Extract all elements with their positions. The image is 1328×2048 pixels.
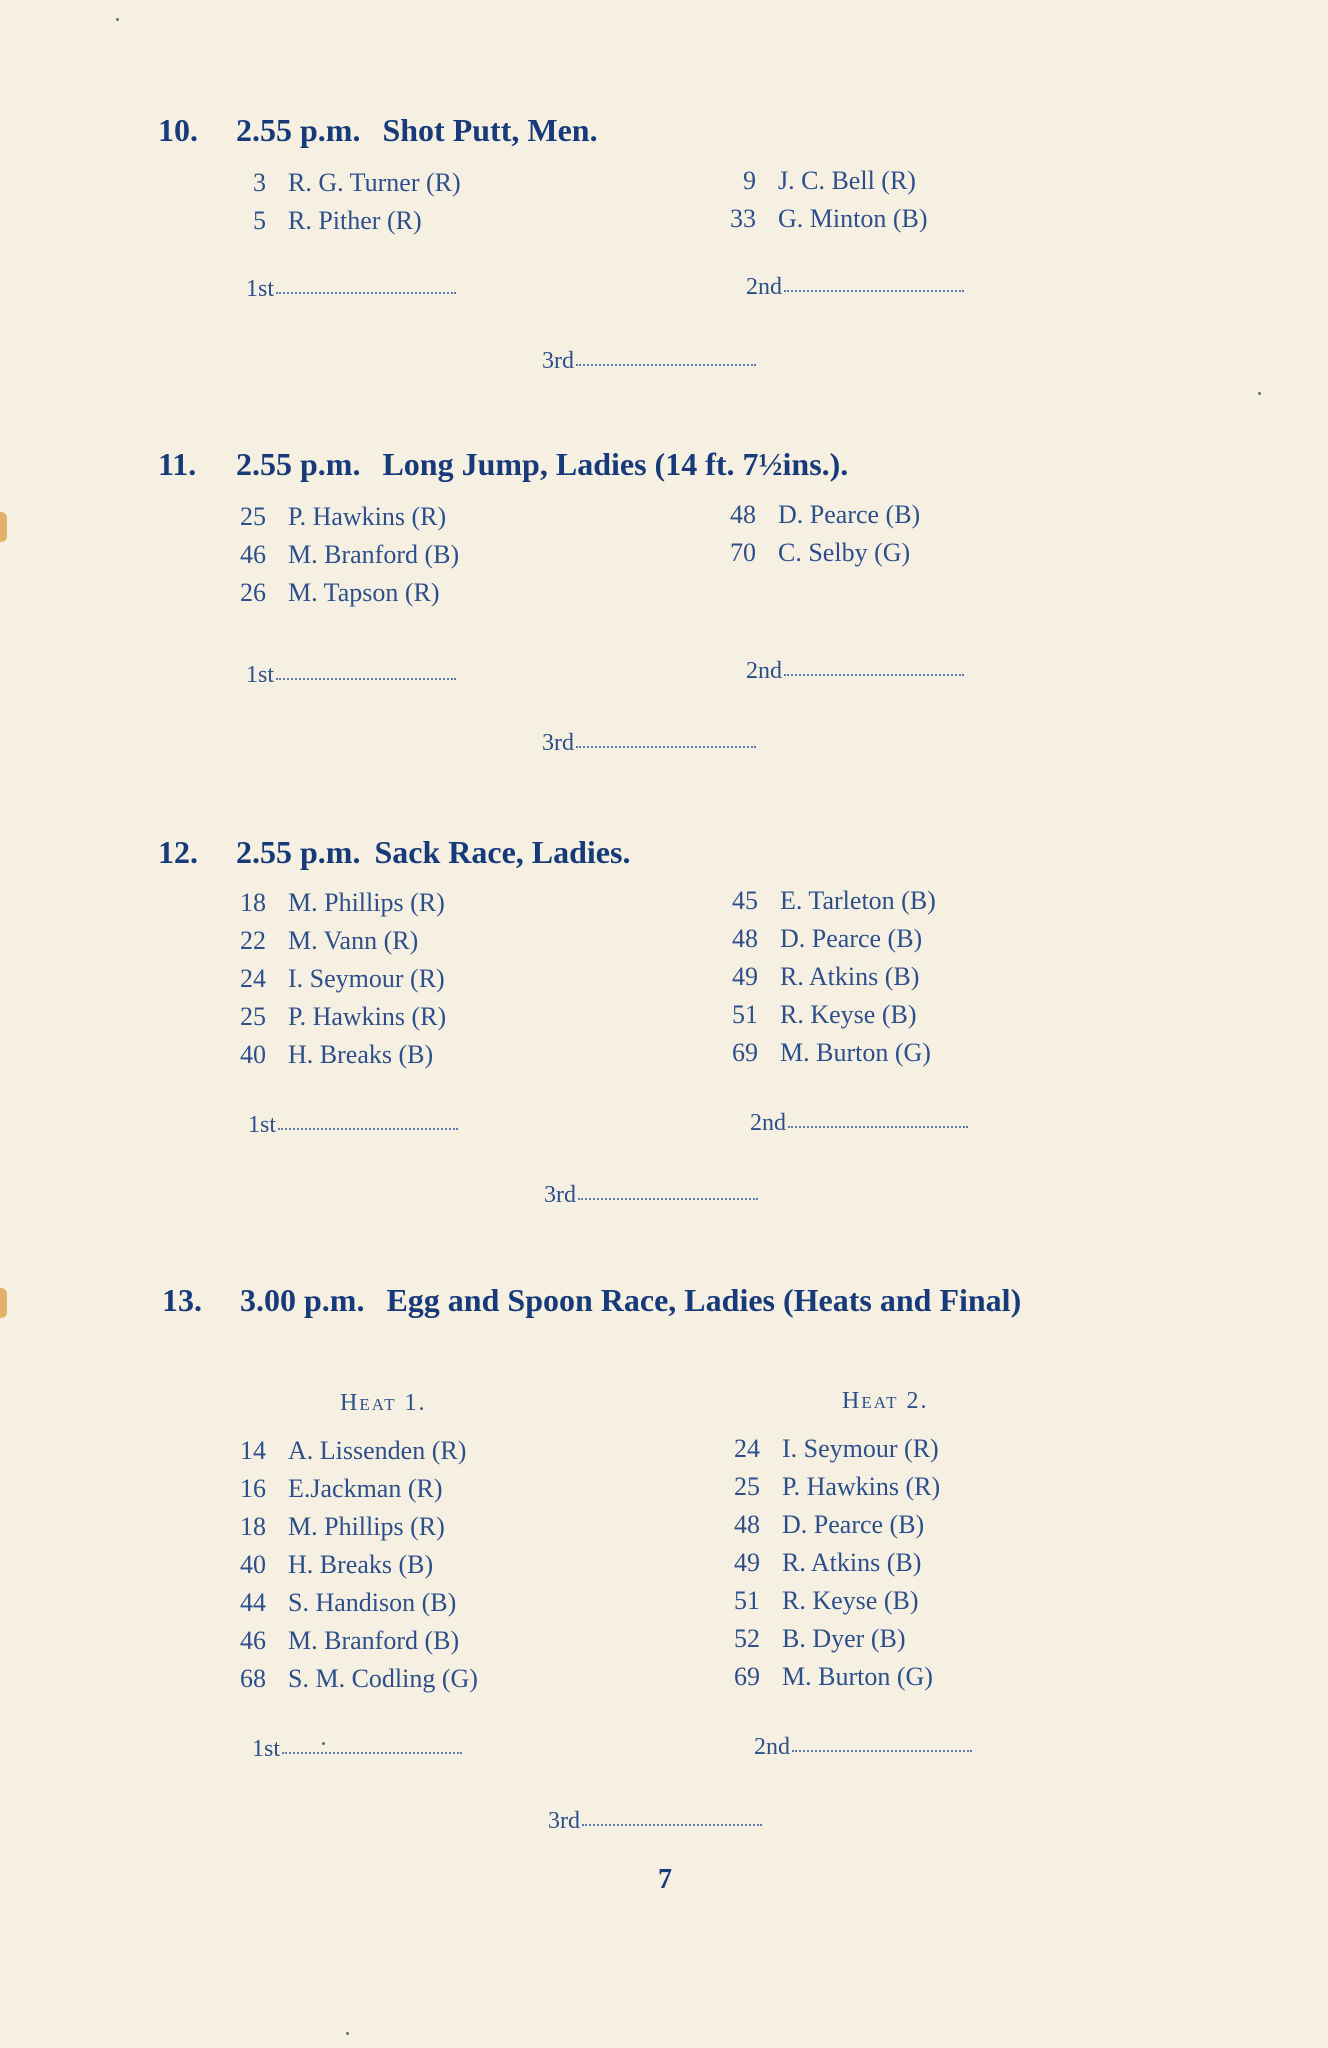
entrant-name: I. Seymour (R) [782, 1434, 939, 1463]
entrant-number: 3 [253, 168, 266, 197]
entrant-name: P. Hawkins (R) [288, 502, 447, 531]
entrant-name: S. Handison (B) [288, 1588, 457, 1617]
event-name: Long Jump, Ladies (14 ft. 7½ins.). [382, 446, 849, 482]
page-edge-mark [0, 1288, 7, 1318]
entrant-number: 14 [240, 1436, 266, 1465]
dotted-line [578, 1197, 758, 1200]
entrant-name: M. Tapson (R) [288, 578, 440, 607]
second-place-line [750, 1110, 968, 1137]
first-place-line [246, 276, 456, 303]
entrant-name: G. Minton (B) [778, 204, 928, 233]
dotted-line [792, 1749, 972, 1752]
entrant-name: P. Hawkins (R) [288, 1002, 447, 1031]
entrant [226, 964, 445, 994]
entrant-number: 46 [240, 540, 266, 569]
entrant-number: 51 [734, 1586, 760, 1615]
dotted-line [582, 1823, 762, 1826]
entrant [226, 578, 440, 608]
entrant-name: H. Breaks (B) [288, 1550, 434, 1579]
dotted-line [276, 291, 456, 294]
entrant-name: M. Phillips (R) [288, 1512, 445, 1541]
entrant-number: 22 [240, 926, 266, 955]
event-heading [158, 112, 598, 149]
place-label: 3rd [542, 730, 574, 756]
second-place-line [746, 274, 964, 301]
first-place-line [252, 1736, 462, 1763]
entrant [226, 1002, 446, 1032]
entrant-number: 68 [240, 1664, 266, 1693]
event-time: 2.55 p.m. [236, 834, 361, 870]
entrant [226, 1040, 433, 1070]
entrant-number: 69 [732, 1038, 758, 1067]
entrant [720, 1548, 921, 1578]
event-heading [162, 1282, 1021, 1319]
entrant-name: R. Pither (R) [288, 206, 422, 235]
entrant [718, 924, 922, 954]
entrant-name: I. Seymour (R) [288, 964, 445, 993]
heat-2-heading: Heat 2. [842, 1388, 929, 1414]
entrant [720, 1510, 924, 1540]
entrant-number: 44 [240, 1588, 266, 1617]
third-place-line [544, 1182, 758, 1209]
dotted-line [788, 1125, 968, 1128]
place-label: 2nd [746, 658, 782, 684]
entrant-number: 46 [240, 1626, 266, 1655]
event-name: Shot Putt, Men. [382, 112, 598, 148]
page-edge-mark [0, 512, 7, 542]
place-label: 3rd [542, 348, 574, 374]
entrant-number: 33 [730, 204, 756, 233]
entrant [226, 926, 418, 956]
place-label: 1st [246, 276, 275, 302]
entrant-name: S. M. Codling (G) [288, 1664, 478, 1693]
third-place-line [542, 730, 756, 757]
paper-speck [116, 18, 119, 21]
entrant-number: 9 [743, 166, 756, 195]
event-number: 11. [158, 446, 197, 482]
entrant [226, 1436, 466, 1466]
entrant [226, 168, 461, 198]
entrant-name: B. Dyer (B) [782, 1624, 906, 1653]
place-label: 1st [248, 1112, 277, 1138]
dotted-line [576, 745, 756, 748]
entrant-number: 40 [240, 1550, 266, 1579]
place-label: 3rd [548, 1808, 580, 1834]
third-place-line [548, 1808, 762, 1835]
event-heading [158, 834, 630, 871]
dotted-line [784, 673, 964, 676]
entrant [226, 888, 445, 918]
dotted-line [282, 1751, 462, 1754]
entrant [716, 500, 920, 530]
paper-speck [346, 2032, 349, 2035]
entrant [226, 206, 422, 236]
event-name: Sack Race, Ladies. [374, 834, 631, 870]
entrant-name: J. C. Bell (R) [778, 166, 916, 195]
entrant-name: R. Keyse (B) [780, 1000, 917, 1029]
place-label: 3rd [544, 1182, 576, 1208]
dotted-line [278, 1127, 458, 1130]
entrant-number: 48 [730, 500, 756, 529]
heat-1-heading: Heat 1. [340, 1390, 427, 1416]
entrant-number: 40 [240, 1040, 266, 1069]
entrant-name: M. Branford (B) [288, 1626, 460, 1655]
entrant-number: 24 [734, 1434, 760, 1463]
entrant-number: 48 [734, 1510, 760, 1539]
entrant [720, 1434, 939, 1464]
entrant [716, 204, 928, 234]
dotted-line [784, 289, 964, 292]
place-label: 1st [252, 1736, 281, 1762]
entrant [718, 886, 936, 916]
entrant [226, 1664, 478, 1694]
entrant [720, 1586, 918, 1616]
entrant [720, 1624, 905, 1654]
entrant-name: M. Burton (G) [780, 1038, 931, 1067]
second-place-line [746, 658, 964, 685]
dotted-line [576, 363, 756, 366]
event-name: Egg and Spoon Race, Ladies (Heats and Final) [386, 1282, 1022, 1318]
entrant-name: R. Keyse (B) [782, 1586, 919, 1615]
entrant-name: M. Branford (B) [288, 540, 460, 569]
entrant-name: M. Vann (R) [288, 926, 419, 955]
first-place-line [246, 662, 456, 689]
entrant [226, 502, 446, 532]
entrant-name: R. Atkins (B) [782, 1548, 922, 1577]
entrant [226, 1550, 433, 1580]
entrant-name: E. Tarleton (B) [780, 886, 936, 915]
second-place-line [754, 1734, 972, 1761]
first-place-line [248, 1112, 458, 1139]
paper-speck [1258, 392, 1261, 395]
entrant-number: 26 [240, 578, 266, 607]
entrant-name: D. Pearce (B) [778, 500, 921, 529]
place-label: 2nd [750, 1110, 786, 1136]
event-number: 13. [162, 1282, 202, 1318]
entrant-number: 49 [732, 962, 758, 991]
event-number: 12. [158, 834, 198, 870]
event-number: 10. [158, 112, 198, 148]
entrant-name: H. Breaks (B) [288, 1040, 434, 1069]
place-label: 1st [246, 662, 275, 688]
place-label: 2nd [754, 1734, 790, 1760]
third-place-line [542, 348, 756, 375]
entrant-name: R. G. Turner (R) [288, 168, 461, 197]
entrant-number: 25 [240, 1002, 266, 1031]
entrant-number: 18 [240, 888, 266, 917]
entrant [718, 1038, 931, 1068]
event-time: 3.00 p.m. [240, 1282, 365, 1318]
entrant [716, 538, 910, 568]
entrant-number: 45 [732, 886, 758, 915]
entrant-number: 48 [732, 924, 758, 953]
entrant [226, 540, 459, 570]
dotted-line [276, 677, 456, 680]
entrant [716, 166, 916, 196]
entrant [226, 1512, 445, 1542]
entrant-number: 69 [734, 1662, 760, 1691]
event-time: 2.55 p.m. [236, 112, 361, 148]
entrant [720, 1662, 933, 1692]
entrant-number: 25 [734, 1472, 760, 1501]
entrant-number: 52 [734, 1624, 760, 1653]
entrant [718, 1000, 916, 1030]
entrant-name: M. Phillips (R) [288, 888, 445, 917]
entrant-name: R. Atkins (B) [780, 962, 920, 991]
entrant-number: 25 [240, 502, 266, 531]
entrant-number: 49 [734, 1548, 760, 1577]
event-heading [158, 446, 848, 483]
entrant-name: M. Burton (G) [782, 1662, 933, 1691]
entrant [226, 1626, 459, 1656]
entrant [718, 962, 919, 992]
entrant-number: 5 [253, 206, 266, 235]
entrant [720, 1472, 940, 1502]
place-label: 2nd [746, 274, 782, 300]
entrant-number: 16 [240, 1474, 266, 1503]
event-time: 2.55 p.m. [236, 446, 361, 482]
entrant-name: A. Lissenden (R) [288, 1436, 467, 1465]
entrant-number: 24 [240, 964, 266, 993]
entrant-name: E.Jackman (R) [288, 1474, 443, 1503]
entrant-name: D. Pearce (B) [780, 924, 923, 953]
entrant-number: 18 [240, 1512, 266, 1541]
entrant [226, 1474, 443, 1504]
entrant-name: C. Selby (G) [778, 538, 911, 567]
entrant [226, 1588, 456, 1618]
entrant-number: 70 [730, 538, 756, 567]
page-number: 7 [658, 1864, 672, 1895]
entrant-name: D. Pearce (B) [782, 1510, 925, 1539]
entrant-name: P. Hawkins (R) [782, 1472, 941, 1501]
entrant-number: 51 [732, 1000, 758, 1029]
